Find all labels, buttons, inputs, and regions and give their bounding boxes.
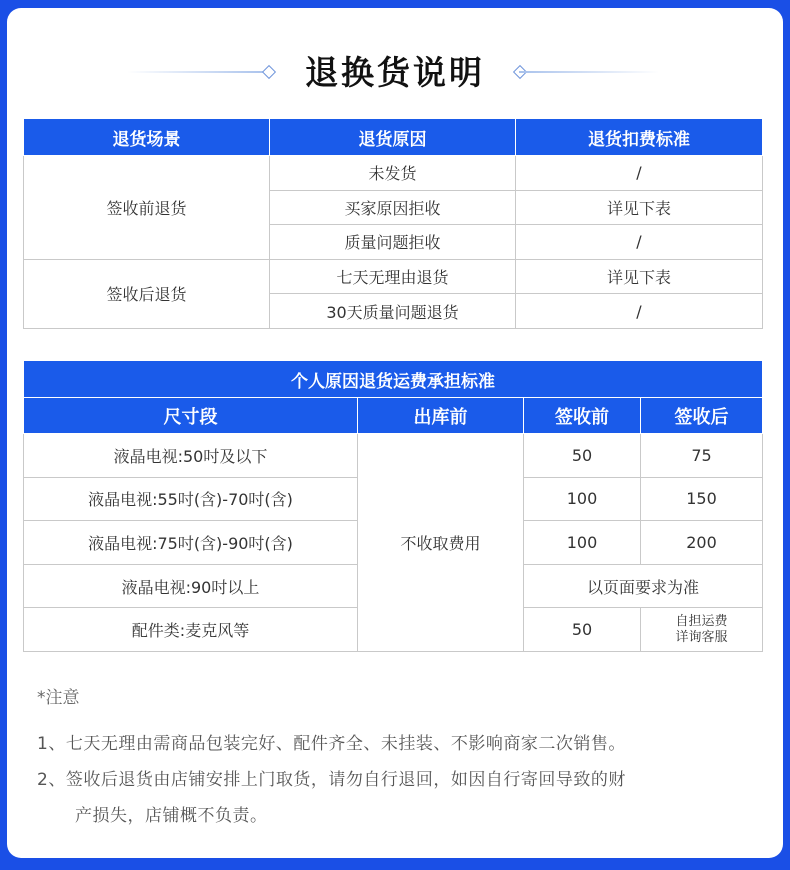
size-cell: 液晶电视:75吋(含)-90吋(含) [24, 521, 358, 565]
notes-title: *注意 [37, 688, 80, 708]
before-sign-cell: 50 [524, 608, 641, 652]
before-sign-cell: 100 [524, 521, 641, 565]
header-before-sign: 签收前 [524, 398, 641, 434]
size-cell: 液晶电视:90吋以上 [24, 564, 358, 608]
reason-cell: 买家原因拒收 [270, 190, 516, 225]
merged-fee-cell: 以页面要求为准 [524, 564, 763, 608]
page-title: 退换货说明 [305, 53, 485, 92]
before-sign-cell: 100 [524, 477, 641, 521]
header-reason: 退货原因 [270, 119, 516, 156]
table-header-row [24, 398, 763, 434]
table-row [24, 434, 763, 478]
reason-cell: 七天无理由退货 [270, 259, 516, 294]
reason-cell: 质量问题拒收 [270, 225, 516, 260]
fee-cell: / [516, 156, 763, 191]
after-sign-cell [641, 608, 763, 652]
header-before-warehouse: 出库前 [358, 398, 524, 434]
header-size: 尺寸段 [24, 398, 358, 434]
fee-cell: / [516, 225, 763, 260]
header-after-sign: 签收后 [641, 398, 763, 434]
note-text-continued: 产损失，店铺概不负责。 [75, 806, 268, 826]
reason-cell: 30天质量问题退货 [270, 294, 516, 329]
after-sign-cell: 75 [641, 434, 763, 478]
return-scenario-table [23, 118, 763, 329]
table-row [24, 156, 763, 191]
header-scene: 退货场景 [24, 119, 270, 156]
table-band-row [24, 361, 763, 398]
header-fee: 退货扣费标准 [516, 119, 763, 156]
note-item [37, 726, 767, 762]
after-sign-cell: 150 [641, 477, 763, 521]
notes-section [37, 683, 767, 834]
size-cell: 液晶电视:55吋(含)-70吋(含) [24, 477, 358, 521]
size-cell: 配件类:麦克风等 [24, 608, 358, 652]
size-cell: 液晶电视:50吋及以下 [24, 434, 358, 478]
scene-cell: 签收后退货 [24, 259, 270, 328]
fee-cell: 详见下表 [516, 259, 763, 294]
fee-cell: / [516, 294, 763, 329]
title-decoration-right [519, 71, 659, 73]
content-card [7, 8, 783, 858]
scene-cell: 签收前退货 [24, 156, 270, 260]
table-header-row [24, 119, 763, 156]
reason-cell: 未发货 [270, 156, 516, 191]
note-item [37, 762, 767, 834]
table-band-title: 个人原因退货运费承担标准 [24, 361, 763, 398]
shipping-fee-table [23, 360, 763, 652]
after-sign-line: 自担运费 [675, 613, 728, 629]
fee-cell: 详见下表 [516, 190, 763, 225]
before-sign-cell: 50 [524, 434, 641, 478]
after-sign-line: 详询客服 [675, 629, 728, 645]
note-text: 2、签收后退货由店铺安排上门取货，请勿自行退回，如因自行寄回导致的财 [37, 770, 626, 790]
title-row [7, 48, 783, 98]
after-sign-cell: 200 [641, 521, 763, 565]
note-text: 1、七天无理由需商品包装完好、配件齐全、未挂装、不影响商家二次销售。 [37, 734, 626, 754]
table-row [24, 259, 763, 294]
before-warehouse-cell: 不收取费用 [358, 434, 524, 652]
